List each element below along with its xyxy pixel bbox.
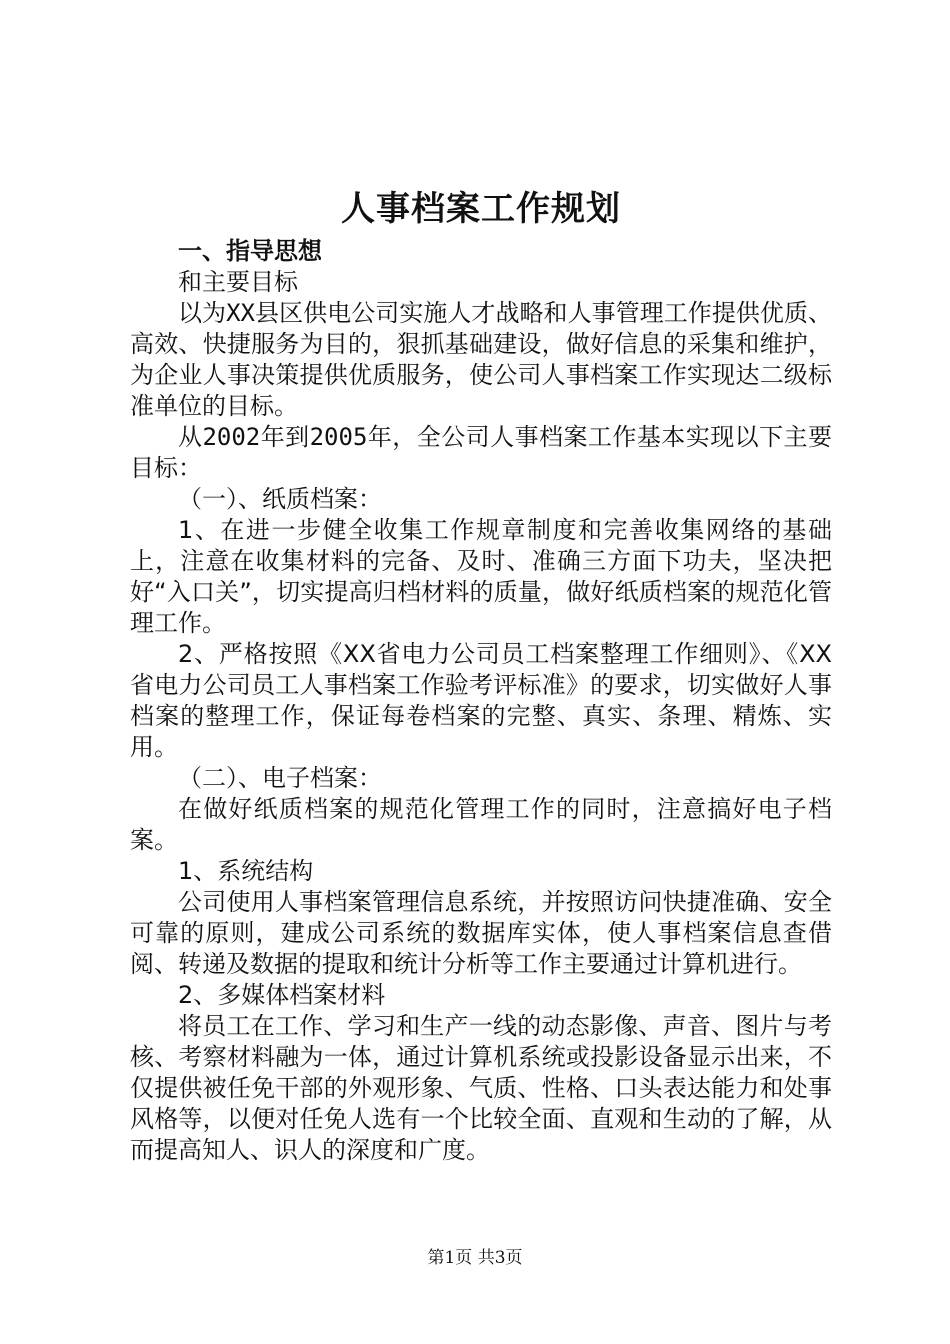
paragraph: 和主要目标 — [178, 268, 298, 296]
paragraph: 公司使用人事档案管理信息系统，并按照访问快捷准确、安全可靠的原则，建成公司系统的数据库实体，使人事档案信息查借阅、转递及数据的提取和统计分析等工作主要通过计算机进行。 — [130, 888, 832, 978]
subsection-heading: （二）、电子档案： — [178, 764, 382, 792]
item-heading: 1、系统结构 — [178, 857, 314, 885]
subsection-heading: （一）、纸质档案： — [178, 485, 382, 513]
page-footer: 第1页 共3页 — [427, 1248, 523, 1268]
paragraph: 1、在进一步健全收集工作规章制度和完善收集网络的基础上，注意在收集材料的完备、及时、准确三方面下功夫，坚决把好“入口关”，切实提高归档材料的质量，做好纸质档案的规范化管理工作。 — [130, 516, 832, 637]
paragraph: 2、严格按照《XX省电力公司员工档案整理工作细则》、《XX省电力公司员工人事档案工作验考评标准》的要求，切实做好人事档案的整理工作，保证每卷档案的完整、真实、条理、精炼、实用。 — [130, 640, 832, 761]
section-heading: 一、指导思想 — [178, 237, 322, 265]
paragraph: 在做好纸质档案的规范化管理工作的同时，注意搞好电子档案。 — [130, 795, 832, 854]
document-title: 人事档案工作规划 — [341, 189, 621, 229]
paragraph: 从2002年到2005年，全公司人事档案工作基本实现以下主要目标： — [130, 423, 832, 482]
item-heading: 2、多媒体档案材料 — [178, 981, 386, 1009]
paragraph: 以为XX县区供电公司实施人才战略和人事管理工作提供优质、高效、快捷服务为目的，狠抓基础建设，做好信息的采集和维护，为企业人事决策提供优质服务，使公司人事档案工作实现达二级标准单位的目标。 — [130, 299, 832, 420]
document-body — [130, 186, 832, 1166]
paragraph: 将员工在工作、学习和生产一线的动态影像、声音、图片与考核、考察材料融为一体，通过计算机系统或投影设备显示出来，不仅提供被任免干部的外观形象、气质、性格、口头表达能力和处事风格等，以便对任免人选有一个比较全面、直观和生动的了解，从而提高知人、识人的深度和广度。 — [130, 1012, 832, 1164]
